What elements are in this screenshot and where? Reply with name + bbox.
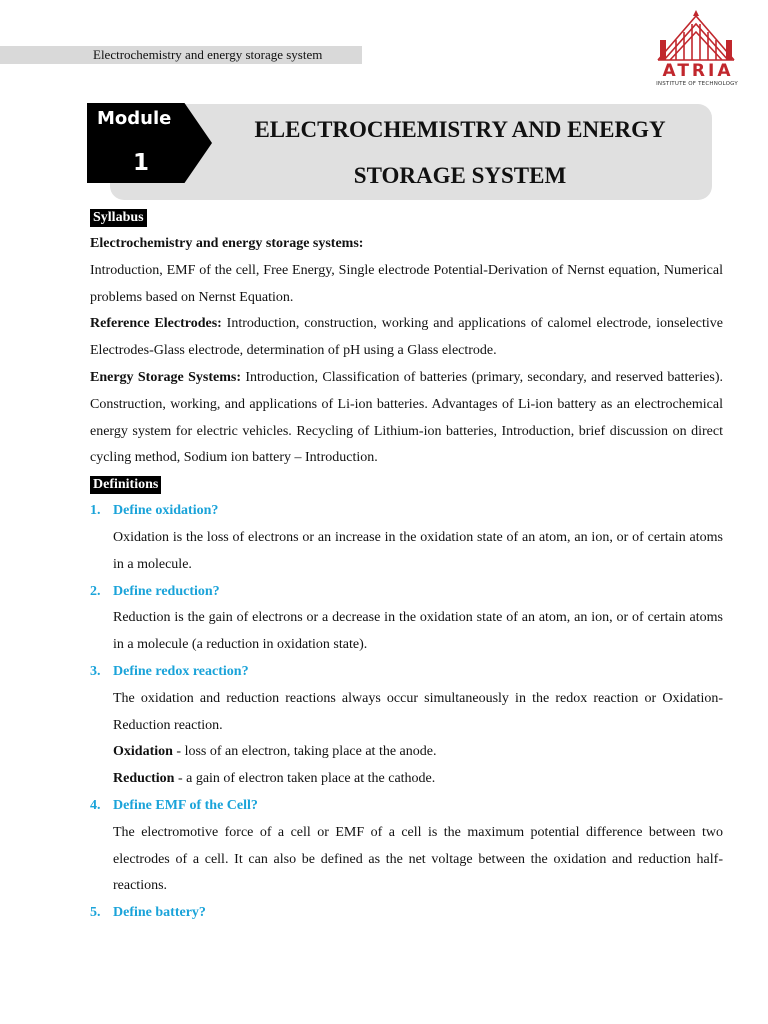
answer-3: The oxidation and reduction reactions always occur simultaneously in the redox reaction or Oxidation-Reduction reaction.	[113, 690, 723, 733]
syllabus-reference-electrodes	[90, 311, 723, 365]
question-3	[90, 659, 723, 686]
reference-text: Introduction, construction, working and applications of calomel electrode, ionselective Electrodes-Glass electrode, determination of pH using a Glass electrode.	[90, 316, 723, 359]
running-header-title: Electrochemistry and energy storage system	[93, 47, 323, 62]
question-4-text: Define EMF of the Cell?	[113, 797, 258, 813]
oxidation-label: Oxidation	[113, 744, 173, 760]
energy-label: Energy Storage Systems:	[90, 369, 241, 385]
question-3-text: Define redox reaction?	[113, 663, 249, 679]
answer-2: Reduction is the gain of electrons or a decrease in the oxidation state of an atom, an ion, or of certain atoms in a molecule (a reduction in oxidation state).	[113, 610, 723, 653]
page-title-line2: STORAGE SYSTEM	[353, 163, 567, 188]
oxidation-text: - loss of an electron, taking place at the anode.	[172, 744, 437, 760]
question-2-text: Define reduction?	[113, 583, 220, 599]
document-body	[90, 205, 723, 927]
module-label: Module	[97, 108, 172, 129]
answer-1: Oxidation is the loss of electrons or an increase in the oxidation state of an atom, an ion, or of certain atoms in a molecule.	[113, 529, 723, 572]
reduction-label: Reduction	[113, 771, 175, 787]
question-5-number: 5.	[90, 905, 101, 921]
question-1-number: 1.	[90, 503, 101, 519]
answer-3-oxidation	[90, 739, 723, 766]
question-3-number: 3.	[90, 663, 101, 679]
question-4	[90, 793, 723, 820]
energy-text: Introduction, Classification of batteries (primary, secondary, and reserved batteries). Construction, working, and applications of Li-ion batteries. Advantages of Li-ion battery as an electrochemical energy system for electric vehicles. Recycling of Lithium-ion batteries, Introduction, brief discussion on direct cycling method, Sodium ion battery – Introduction.	[90, 369, 723, 466]
logo-wordmark: ATRIA	[662, 61, 734, 81]
logo-subtitle: INSTITUTE OF TECHNOLOGY	[656, 81, 738, 87]
question-1	[90, 498, 723, 525]
question-5	[90, 900, 723, 927]
page-title-line1: ELECTROCHEMISTRY AND ENERGY	[254, 117, 666, 142]
question-4-number: 4.	[90, 797, 101, 813]
question-2-number: 2.	[90, 583, 101, 599]
question-5-text: Define battery?	[113, 905, 206, 921]
reduction-text: - a gain of electron taken place at the cathode.	[174, 771, 436, 787]
answer-4: The electromotive force of a cell or EMF of a cell is the maximum potential difference between two electrodes of a cell. It can also be defined as the net voltage between the oxidation and reduction half-reactions.	[113, 824, 723, 894]
syllabus-intro: Introduction, EMF of the cell, Free Energy, Single electrode Potential-Derivation of Nernst equation, Numerical problems based on Nernst Equation.	[90, 262, 723, 305]
question-1-text: Define oxidation?	[113, 503, 219, 519]
syllabus-energy-storage	[90, 365, 723, 472]
definitions-tag: Definitions	[90, 476, 161, 494]
question-2	[90, 579, 723, 606]
syllabus-heading: Electrochemistry and energy storage systems:	[90, 236, 364, 251]
syllabus-tag: Syllabus	[90, 209, 147, 227]
module-number: 1	[133, 150, 150, 176]
answer-3-reduction	[90, 766, 723, 793]
reference-label: Reference Electrodes:	[90, 316, 222, 332]
